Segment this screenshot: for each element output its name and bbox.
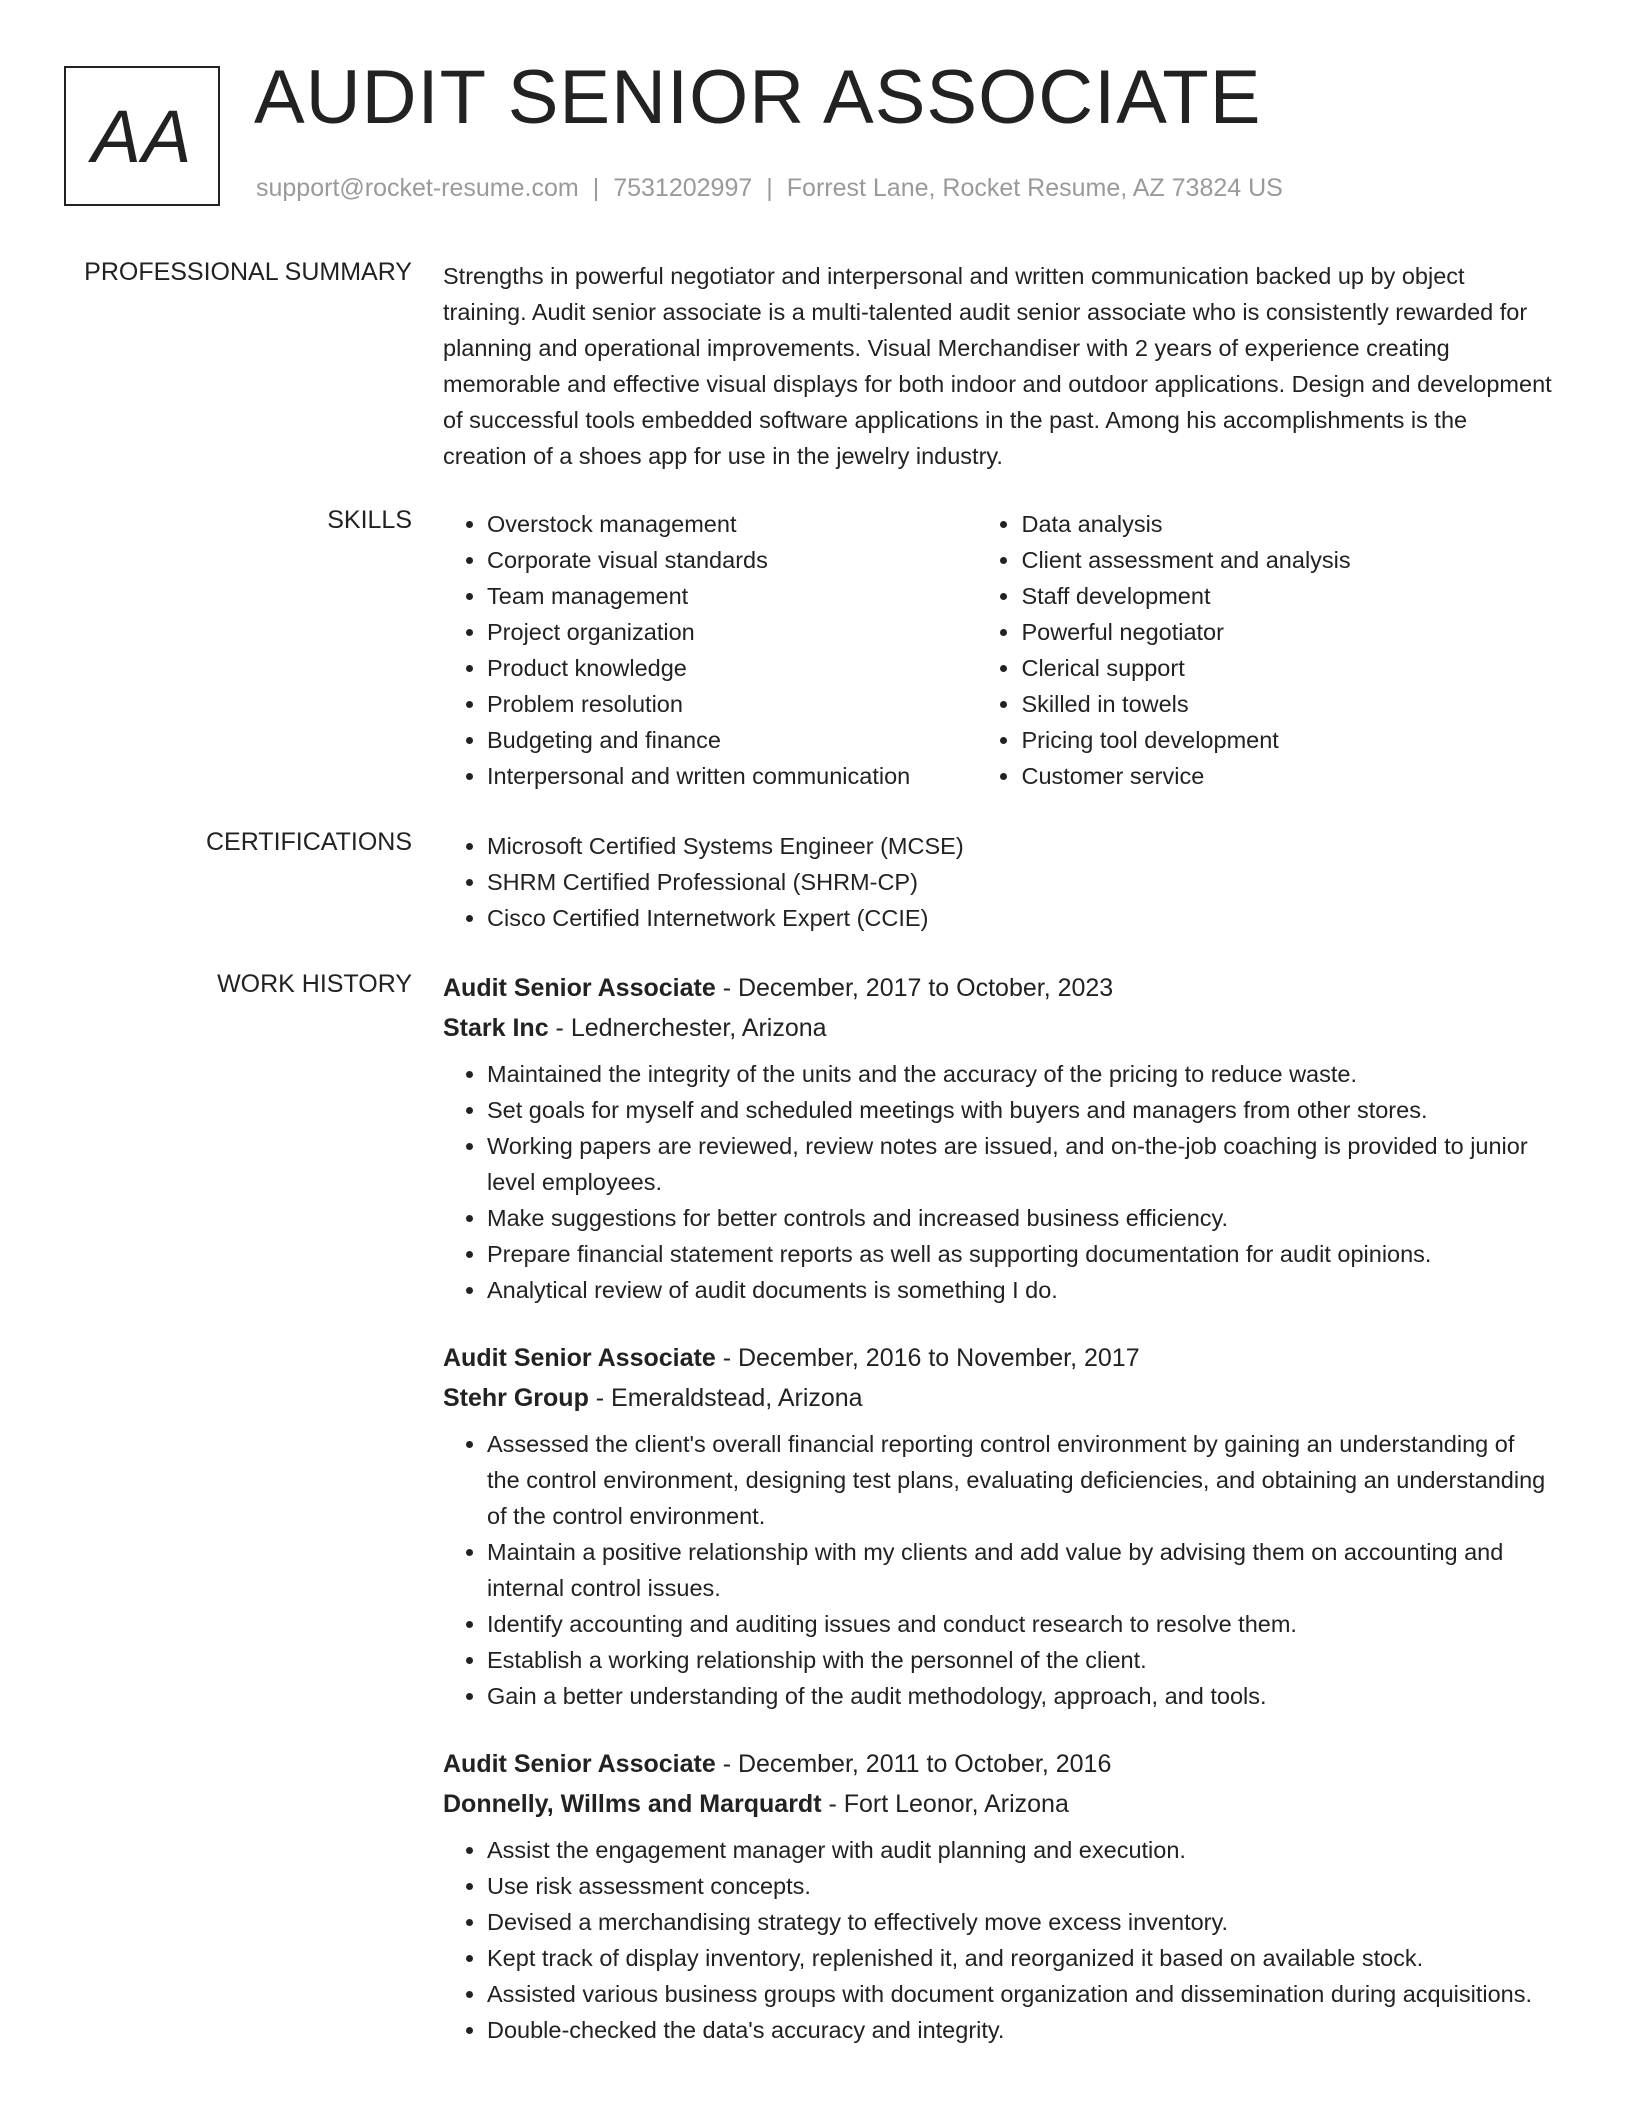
job-bullet: • Make suggestions for better controls and increased business efficiency. (487, 1200, 1553, 1236)
work-history-heading: WORK HISTORY (217, 970, 412, 998)
job-bullets (443, 1832, 1553, 2048)
job-bullet: • Assessed the client's overall financial reporting control environment by gaining an understanding of the control environment, designing test plans, evaluating deficiencies, and obtaining an understanding of the control environment. (487, 1426, 1553, 1534)
skill-item: • Problem resolution (487, 686, 963, 722)
job-entry (443, 1338, 1553, 1714)
job-dates: - December, 2011 to October, 2016 (715, 1750, 1112, 1778)
skill-item: • Product knowledge (487, 650, 963, 686)
skills-heading: SKILLS (327, 506, 412, 534)
job-bullet: • Establish a working relationship with the personnel of the client. (487, 1642, 1553, 1678)
job-bullet: • Identify accounting and auditing issues and conduct research to resolve them. (487, 1606, 1553, 1642)
skills-list-left (443, 506, 963, 794)
job-title-line (443, 1744, 1553, 1784)
certification-item: • SHRM Certified Professional (SHRM-CP) (487, 864, 1553, 900)
skill-item: • Skilled in towels (1021, 686, 1553, 722)
job-company-line (443, 1784, 1553, 1824)
job-dates: - December, 2016 to November, 2017 (715, 1344, 1140, 1372)
skill-item: • Pricing tool development (1021, 722, 1553, 758)
skill-item: • Powerful negotiator (1021, 614, 1553, 650)
job-bullet: • Use risk assessment concepts. (487, 1868, 1553, 1904)
contact-separator: | (766, 174, 773, 202)
job-title-line (443, 968, 1553, 1008)
contact-phone[interactable]: 7531202997 (613, 174, 753, 202)
job-company-line (443, 1378, 1553, 1418)
skill-item: • Overstock management (487, 506, 963, 542)
skill-item: • Corporate visual standards (487, 542, 963, 578)
skill-item: • Staff development (1021, 578, 1553, 614)
job-entry (443, 968, 1553, 1308)
certifications-body (443, 828, 1553, 936)
summary-text: Strengths in powerful negotiator and interpersonal and written communication backed up by object training. Audit senior associate is a multi-talented audit senior associate who is consistently rewarded for planning and operational improvements. Visual Merchandiser with 2 years of experience creating memorable and effective visual displays for both indoor and outdoor applications. Design and development of successful tools embedded software applications in the past. Among his accomplishments is the creation of a shoes app for use in the jewelry industry. (443, 263, 1552, 469)
page-title: AUDIT SENIOR ASSOCIATE (254, 55, 1262, 140)
job-company: Stark Inc (443, 1014, 549, 1042)
certification-item: • Microsoft Certified Systems Engineer (MCSE) (487, 828, 1553, 864)
job-bullet: • Assisted various business groups with document organization and dissemination during acquisitions. (487, 1976, 1553, 2012)
job-bullet: • Maintain a positive relationship with my clients and add value by advising them on accounting and internal control issues. (487, 1534, 1553, 1606)
job-title: Audit Senior Associate (443, 1344, 716, 1372)
summary-body (443, 258, 1553, 474)
job-bullet: • Assist the engagement manager with audit planning and execution. (487, 1832, 1553, 1868)
job-company: Stehr Group (443, 1384, 589, 1412)
skills-list-right (963, 506, 1553, 794)
certifications-heading: CERTIFICATIONS (205, 828, 412, 856)
work-history-body (443, 968, 1553, 2078)
job-title: Audit Senior Associate (443, 974, 716, 1002)
skill-item: • Team management (487, 578, 963, 614)
job-bullets (443, 1426, 1553, 1714)
job-company: Donnelly, Willms and Marquardt (443, 1790, 822, 1818)
skill-item: • Project organization (487, 614, 963, 650)
certifications-list (443, 828, 1553, 936)
job-bullet: • Prepare financial statement reports as well as supporting documentation for audit opinions. (487, 1236, 1553, 1272)
skill-item: • Budgeting and finance (487, 722, 963, 758)
job-bullet: • Working papers are reviewed, review notes are issued, and on-the-job coaching is provided to junior level employees. (487, 1128, 1553, 1200)
job-location: - Emeraldstead, Arizona (588, 1384, 863, 1412)
contact-separator: | (592, 174, 600, 202)
job-bullets (443, 1056, 1553, 1308)
job-location: - Lednerchester, Arizona (548, 1014, 827, 1042)
skill-item: • Customer service (1021, 758, 1553, 794)
job-bullet: • Maintained the integrity of the units and the accuracy of the pricing to reduce waste. (487, 1056, 1553, 1092)
contact-email[interactable]: support@rocket-resume.com (256, 174, 579, 202)
job-entry (443, 1744, 1553, 2048)
contact-line (256, 174, 1283, 203)
job-location: - Fort Leonor, Arizona (821, 1790, 1069, 1818)
skill-item: • Data analysis (1021, 506, 1553, 542)
job-bullet: • Kept track of display inventory, replenished it, and reorganized it based on available stock. (487, 1940, 1553, 1976)
certification-item: • Cisco Certified Internetwork Expert (CCIE) (487, 900, 1553, 936)
job-title: Audit Senior Associate (443, 1750, 716, 1778)
job-company-line (443, 1008, 1553, 1048)
job-bullet: • Set goals for myself and scheduled meetings with buyers and managers from other stores. (487, 1092, 1553, 1128)
job-bullet: • Analytical review of audit documents is something I do. (487, 1272, 1553, 1308)
skill-item: • Interpersonal and written communication (487, 758, 963, 794)
skills-body (443, 506, 1553, 794)
job-dates: - December, 2017 to October, 2023 (715, 974, 1114, 1002)
job-title-line (443, 1338, 1553, 1378)
skill-item: • Clerical support (1021, 650, 1553, 686)
job-bullet: • Devised a merchandising strategy to effectively move excess inventory. (487, 1904, 1553, 1940)
skill-item: • Client assessment and analysis (1021, 542, 1553, 578)
summary-heading: PROFESSIONAL SUMMARY (84, 258, 412, 286)
job-bullet: • Gain a better understanding of the audit methodology, approach, and tools. (487, 1678, 1553, 1714)
monogram-badge: AA (64, 66, 220, 206)
contact-address: Forrest Lane, Rocket Resume, AZ 73824 US (786, 174, 1283, 202)
job-bullet: • Double-checked the data's accuracy and integrity. (487, 2012, 1553, 2048)
